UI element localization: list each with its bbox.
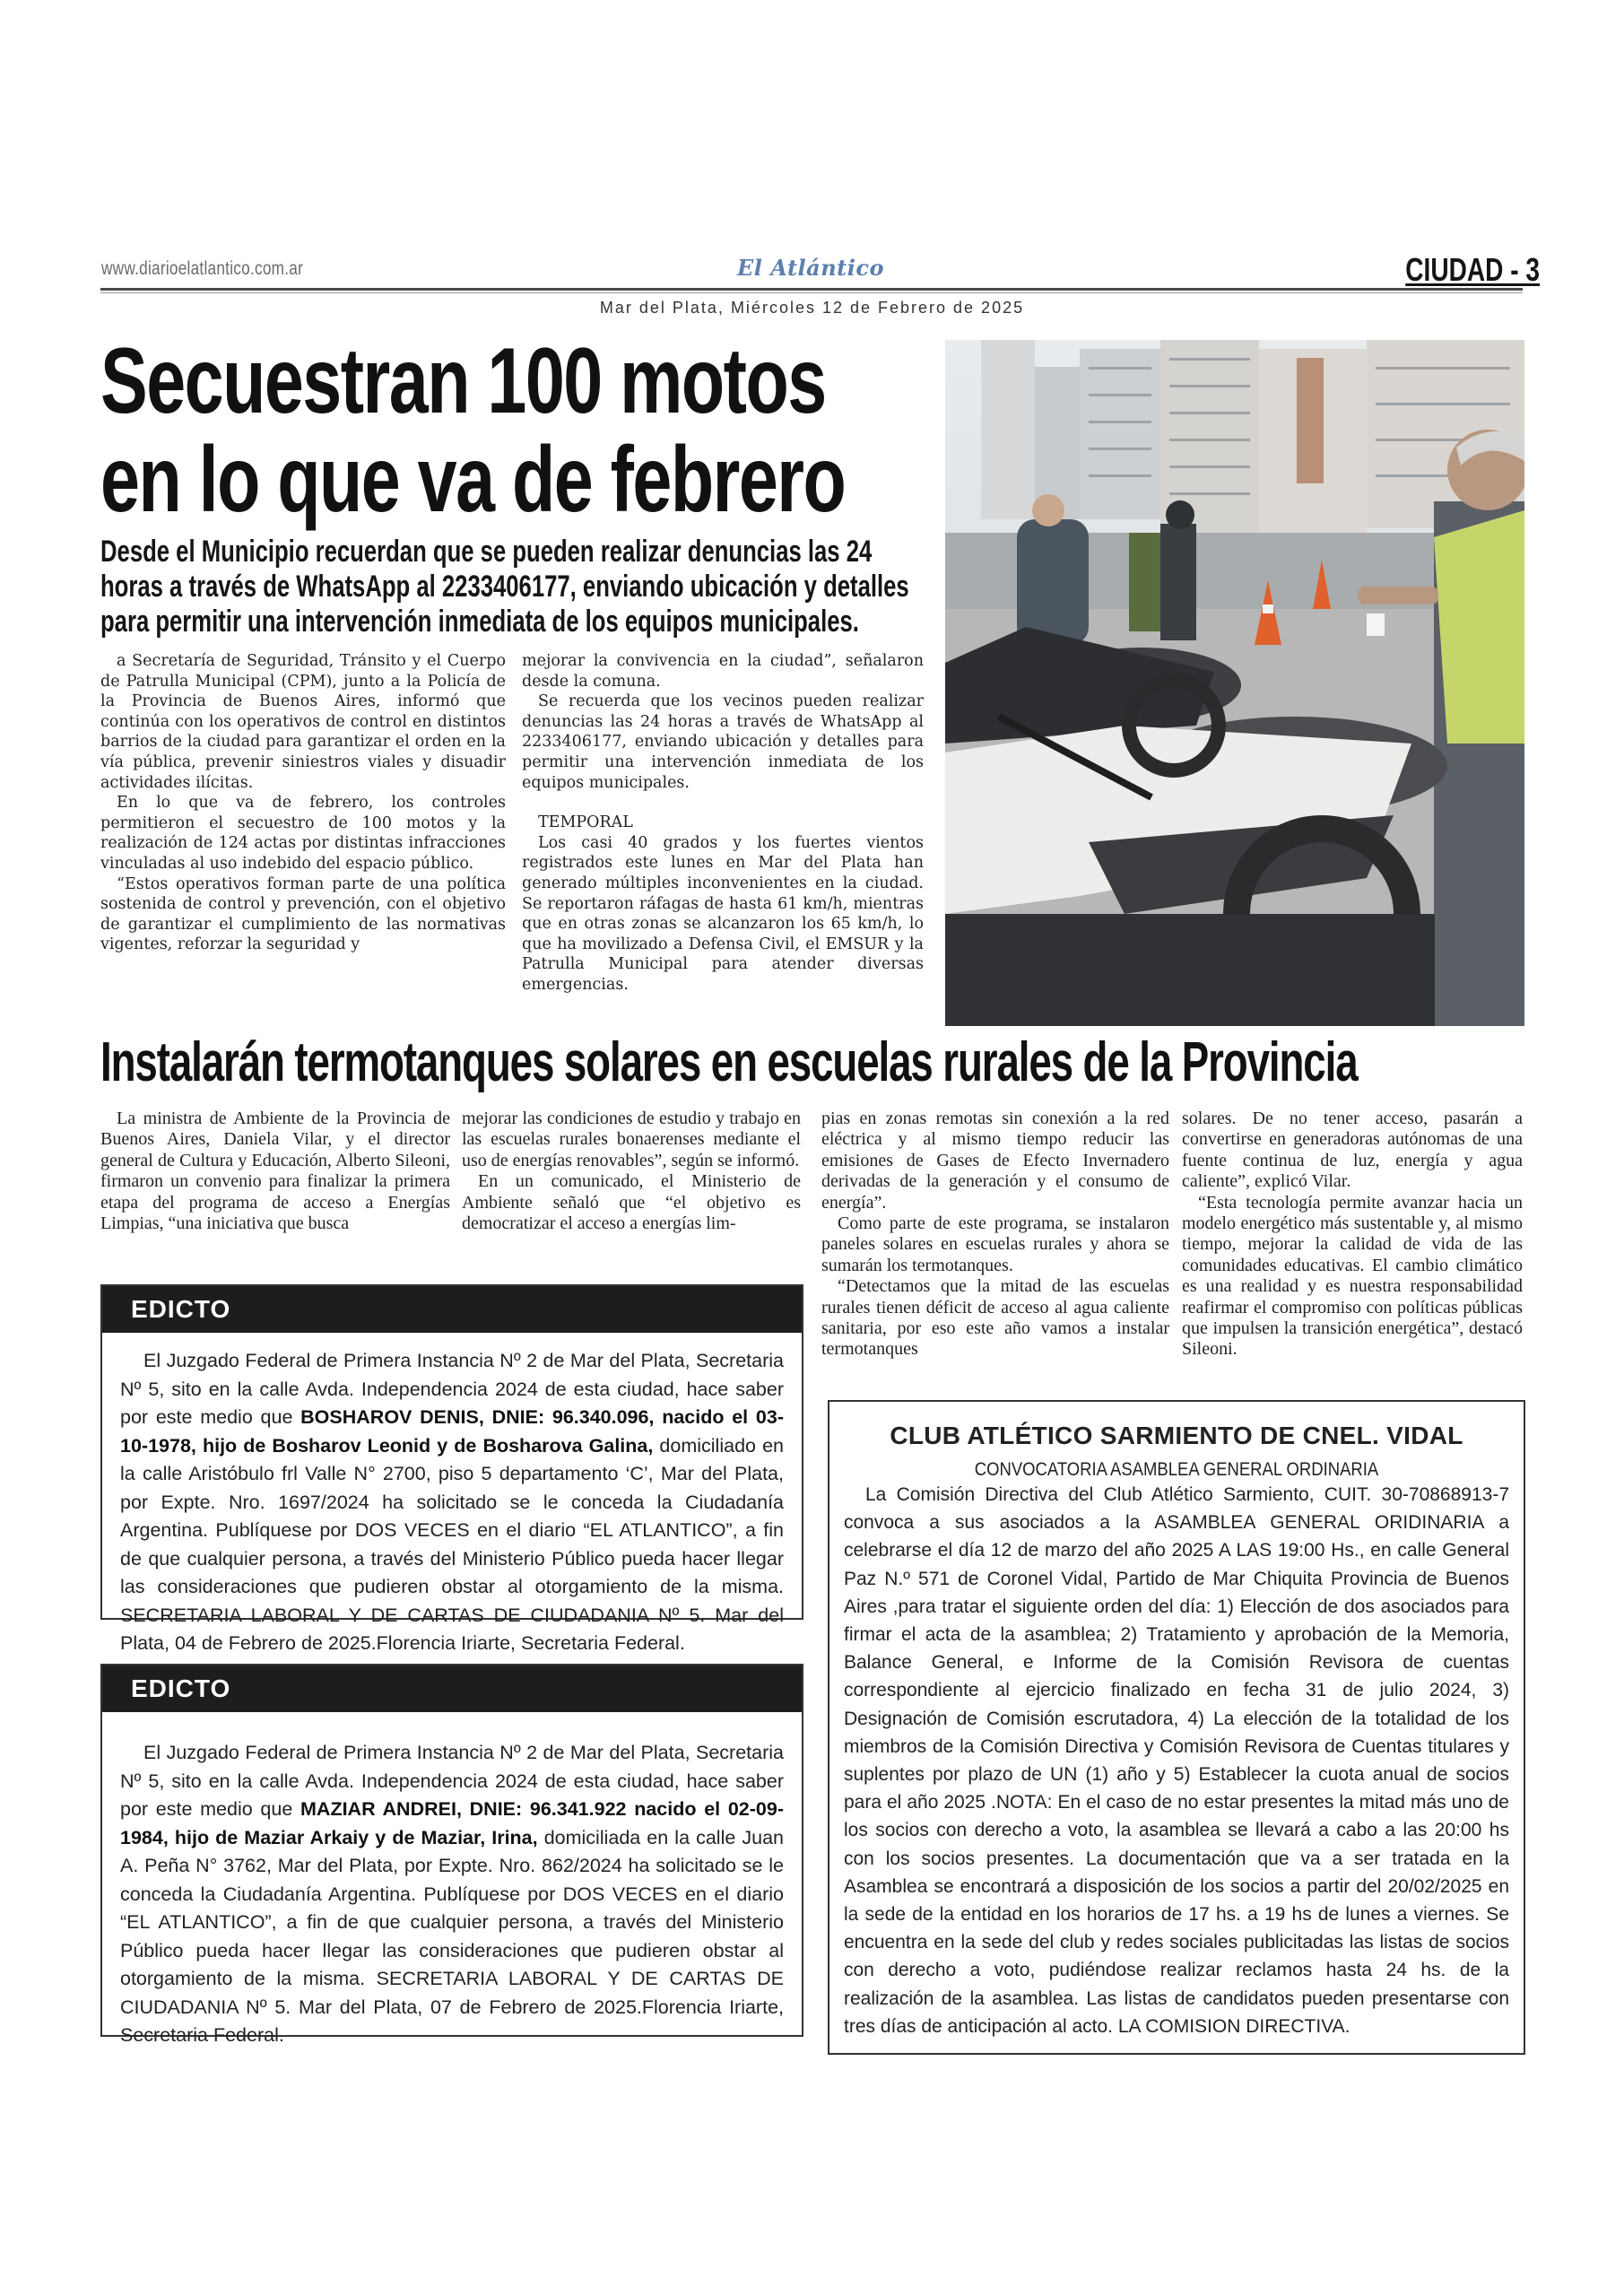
photo-motorcycle-control-scene (945, 340, 1524, 1026)
article2-headline: Instalarán termotanques solares en escuelas rurales de la Provincia (100, 1031, 1358, 1093)
article2-column-1 (100, 1109, 450, 1234)
club-paragraph: La Comisión Directiva del Club Atlético Sarmiento, CUIT. 30-70868913-7 convoca a sus asociados a la ASAMBLEA GENERAL ORIDINARIA a celebrarse el día 12 de marzo del año 2025 A LAS 19:00 Hs., en calle General Paz N.º 571 de Coronel Vidal, Partido de Mar Chiquita Provincia de Buenos Aires ,para tratar el siguiente orden del día: 1) Elección de dos asociados para firmar el acta de la asamblea; 2) Tratamiento y aprobación de la Memoria, Balance General, e Informe de la Comisión Revisora de cuentas correspondiente al ejercicio finalizado en fecha 31 de julio 2024, 3) Designación de Comisión escrutadora, 4) La elección de la totalidad de los miembros de la Comisión Directiva y Comisión Revisora de Cuentas titulares y suplentes por plazo de UN (1) año y 5) Establecer la cuota anual de socios para el año 2025 .NOTA: En el caso de no estar presentes la mitad más uno de los socios con derecho a voto, la asamblea se llevará a cabo a las 20:00 hs con los socios presentes. La documentación que va a ser tratada en la Asamblea se encontrará a disposición de los socios a partir del 20/02/2025 en la sede de la entidad en los horarios de 17 hs. a 19 hs de lunes a viernes. Se encuentra en la sede del club y redes sociales publicitadas las listas de socios con derecho a voto, pudiéndose realizar reclamos hasta 24 hs. de la realización de la asamblea. Las listas de candidatos pueden presentarse con tres días de anticipación al acto. LA COMISION DIRECTIVA. (844, 1484, 1509, 2037)
article1-subhead (100, 535, 953, 639)
site-url[interactable]: www.diarioelatlantico.com.ar (101, 258, 304, 279)
subsection-title: TEMPORAL (538, 813, 633, 832)
article1-column-2 (522, 651, 924, 996)
article1-column-1 (100, 651, 506, 955)
paragraph: Se recuerda que los vecinos pueden realizar denuncias las 24 horas a través de WhatsApp al 2233406177, enviando ubicación y detalles para permitir una intervención inmediata de los equipos municipales. (522, 692, 924, 792)
article2-column-2 (462, 1109, 801, 1234)
edicto-notice-2 (100, 1664, 803, 2046)
newspaper-logo: El Atlántico (737, 255, 884, 281)
edicto-title: EDICTO (102, 1665, 802, 1712)
club-subtitle: CONVOCATORIA ASAMBLEA GENERAL ORDINARIA (974, 1459, 1379, 1480)
paragraph: “Esta tecnología permite avanzar hacia un modelo energético más sustentable y, al mismo tiempo, mejorar la calidad de vida de las comunidades educativas. El cambio climático es una realidad y es nuestra responsabilidad reafirmar el compromiso con políticas públicas que impulsen la transición energética”, destacó Sileoni. (1182, 1192, 1523, 1360)
article1-photo (945, 340, 1524, 1026)
paragraph: Como parte de este programa, se instalaron paneles solares en escuelas rurales y ahora se sumarán los termotanques. (821, 1213, 1169, 1275)
dateline: Mar del Plata, Miércoles 12 de Febrero de 2025 (599, 299, 1025, 317)
paragraph: En un comunicado, el Ministerio de Ambiente señaló que “el objetivo es democratizar el acceso a energías lim- (462, 1171, 801, 1234)
paragraph: pias en zonas remotas sin conexión a la red eléctrica y al mismo tiempo reducir las emisiones de Gases de Efecto Invernadero derivadas de la generación y el consumo de energía”. (821, 1109, 1169, 1213)
edicto-person-details: MAZIAR ANDREI, DNIE: 96.341.922 nacido el 02-09-1984, hijo de Maziar Arkaiy y de Maziar, Irina, (120, 1798, 784, 1848)
paragraph: En lo que va de febrero, los controles permitieron el secuestro de 100 motos y la realización de 124 actas por distintas infracciones vinculadas al uso indebido del espacio público. (100, 794, 506, 873)
subhead-line-2: horas a través de WhatsApp al 2233406177, enviando ubicación y detalles (100, 570, 909, 604)
subhead-line-3: para permitir una intervención inmediata de los equipos municipales. (100, 604, 859, 639)
article1-headline (100, 329, 846, 532)
edicto-text: domiciliada en la calle Juan A. Peña N° 3762, Mar del Plata, por Expte. Nro. 862/2024 ha solicitado se le conceda la Ciudadanía Argentina. Publíquese por DOS VECES en el diario “EL ATLANTICO”, a fin de que cualquier persona, a través del Ministerio Público pueda hacer llegar las consideraciones que pudieren obstar al otorgamiento de la misma. SECRETARIA LABORAL Y DE CARTAS DE CIUDADANIA Nº 5. Mar del Plata, 07 de Febrero de 2025.Florencia Iriarte, Secretaria Federal. (120, 1826, 784, 2046)
paragraph: “Estos operativos forman parte de una política sostenida de control y prevención, con el objetivo de garantizar el cumplimiento de las normativas vigentes, reforzar la seguridad y (100, 874, 506, 954)
edicto-text: El Juzgado Federal de Primera Instancia Nº 2 de Mar del Plata, Secretaria Nº 5, sito en la calle Avda. Independencia 2024 de esta ciudad, hace saber por este medio que (120, 1350, 784, 1428)
paragraph: La ministra de Ambiente de la Provincia de Buenos Aires, Daniela Vilar, y el director general de Cultura y Educación, Alberto Sileoni, firmaron un convenio para finalizar la primera etapa del programa de acceso a Energías Limpias, “una iniciativa que busca (100, 1109, 450, 1234)
article2-column-3 (821, 1109, 1169, 1361)
edicto-body (102, 1712, 802, 2066)
edicto-body (102, 1333, 802, 1674)
edicto-text: El Juzgado Federal de Primera Instancia Nº 2 de Mar del Plata, Secretaria Nº 5, sito en la calle Avda. Independencia 2024 de esta ciudad, hace saber por este medio que (120, 1742, 784, 1820)
paragraph: mejorar la convivencia en la ciudad”, señalaron desde la comuna. (522, 652, 924, 691)
paragraph: Los casi 40 grados y los fuertes vientos registrados este lunes en Mar del Plata han generado múltiples inconvenientes en la ciudad. Se reportaron ráfagas de hasta 61 km/h, mientras que en otras zonas se alcanzaron los 65 km/h, lo que ha movilizado a Defensa Civil, el EMSUR y la Patrulla Municipal para atender diversas emergencias. (522, 833, 924, 994)
club-title: CLUB ATLÉTICO SARMIENTO DE CNEL. VIDAL (890, 1422, 1463, 1449)
headline-line-2: en lo que va de febrero (100, 428, 846, 532)
header-rule (100, 288, 1523, 291)
subhead-line-1: Desde el Municipio recuerdan que se pueden realizar denuncias las 24 (100, 535, 873, 569)
headline-line-1: Secuestran 100 motos (100, 329, 826, 433)
paragraph: mejorar las condiciones de estudio y trabajo en las escuelas rurales bonaerenses mediante el uso de energías renovables”, según se informó. (462, 1109, 801, 1170)
club-assembly-notice (828, 1400, 1525, 2055)
header-rule-thin (100, 292, 1523, 293)
paragraph: “Detectamos que la mitad de las escuelas rurales tienen déficit de acceso al agua caliente sanitaria, por eso este año vamos a instalar termotanques (821, 1276, 1169, 1360)
paragraph: solares. De no tener acceso, pasarán a convertirse en generadoras autónomas de una fuente continua de luz, energía y agua caliente”, explicó Vilar. (1182, 1109, 1523, 1192)
club-body (829, 1481, 1524, 2040)
edicto-text: domiciliado en la calle Aristóbulo frl Valle N° 2700, piso 5 departamento ‘C’, Mar del Plata, por Expte. Nro. 1697/2024 ha solicitado se le conceda la Ciudadanía Argentina. Publíquese por DOS VECES en el diario “EL ATLANTICO”, a fin de que cualquier persona, a través del Ministerio Público pueda hacer llegar las consideraciones que pudieren obstar al otorgamiento de la misma. SECRETARIA LABORAL Y DE CARTAS DE CIUDADANIA Nº 5. Mar del Plata, 04 de Febrero de 2025.Florencia Iriarte, Secretaria Federal. (120, 1434, 784, 1654)
edicto-notice-1 (100, 1284, 803, 1654)
paragraph: a Secretaría de Seguridad, Tránsito y el Cuerpo de Patrulla Municipal (CPM), junto a la Policía de la Provincia de Buenos Aires, informó que continúa con los operativos de control en distintos barrios de la ciudad para garantizar el orden en la vía pública, prevenir siniestros viales y disuadir actividades ilícitas. (100, 652, 506, 792)
section-page-label: CIUDAD - 3 (1405, 251, 1540, 288)
edicto-title: EDICTO (102, 1286, 802, 1333)
article2-column-4 (1182, 1109, 1523, 1361)
edicto-person-details: BOSHAROV DENIS, DNIE: 96.340.096, nacido el 03-10-1978, hijo de Bosharov Leonid y de Bosharova Galina, (120, 1406, 784, 1457)
